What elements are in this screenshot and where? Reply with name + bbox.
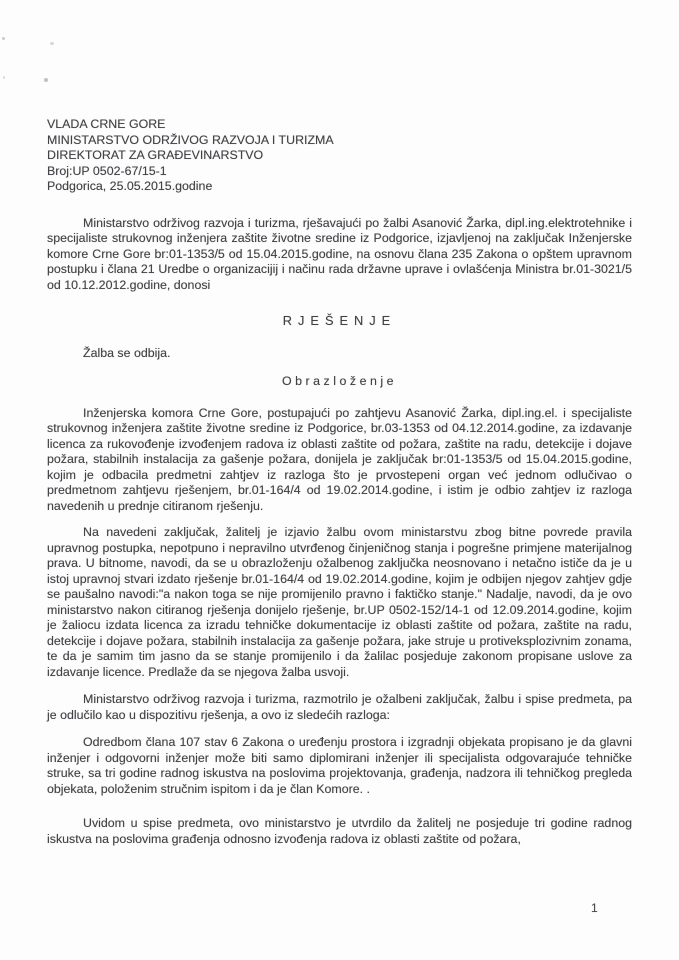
page-number: 1 (591, 901, 598, 915)
rationale-paragraph-2: Na navedeni zaključak, žalitelj je izjavio žalbu ovom ministarstvu zbog bitne povrede pravila upravnog postupka, nepotpuno i nepravilno utvrđenog činjeničnog stanja i pogrešne primjene materijalnog prava. U bitnome, navodi, da se u obrazloženju ožalbenog zaključka neosnovano i netačno ističe da je u istoj upravnoj stvari izdato rješenje br.01-164/4 od 19.02.2014.godine, kojim je odbijen njegov zahtjev gdje se paušalno navodi:"a nakon toga se nije promijenilo pravno i faktičko stanje." Nadalje, navodi, da je ovo ministarstvo nakon citiranog rješenja donijelo rješenje, br.UP 0502-152/14-1 od 12.09.2014.godine, kojim je žaliocu izdata licenca za izradu tehničke dokumentacije iz oblasti zaštite od požara, zaštite na radu, detekcije i dojave požara, stabilnih instalacija za gašenje požara, jake struje u protiveksplozivnim zonama, te da je samim tim jasno da se stanje promijenilo i da žalilac posjeduje zakonom propisane uslove za izdavanje licence. Predlaže da se njegova žalba usvoji. (47, 525, 632, 679)
rationale-heading: Obrazloženje (281, 373, 397, 388)
rationale-paragraph-4: Odredbom člana 107 stav 6 Zakona o uređenju prostora i izgradnji objekata propisano je da glavni inženjer i odgovorni inženjer može biti samo diplomirani inženjer ili specijalista odgovarajuće tehničke struke, sa tri godine radnog iskustva na poslovima projektovanja, građenja, nadzora ili tehničkog pregleda objekata, položenim stručnim ispitom i da je član Komore. . (47, 735, 632, 796)
rationale-paragraph-5: Uvidom u spise predmeta, ovo ministarstvo je utvrdilo da žalitelj ne posjeduje tri godine radnog iskustva na poslovima građenja odnosno izvođenja radova iz oblasti zaštite od požara, (47, 816, 632, 846)
decision-text: Žalba se odbija. (83, 346, 171, 360)
letterhead-government: VLADA CRNE GORE (47, 117, 166, 131)
place-date: Podgorica, 25.05.2015.godine (47, 179, 213, 193)
decision-heading: RJEŠENJE (282, 313, 397, 328)
reference-number: Broj:UP 0502-67/15-1 (47, 163, 167, 178)
letterhead (47, 117, 632, 195)
letterhead-directorate: DIREKTORAT ZA GRAĐEVINARSTVO (47, 148, 264, 162)
rationale-paragraph-3: Ministarstvo održivog razvoja i turizma, razmotrilo je ožalbeni zaključak, žalbu i spise predmeta, pa je odlučilo kao u dispozitivu rješenja, a ovo iz sledećih razloga: (47, 692, 632, 722)
intro-paragraph: Ministarstvo održivog razvoja i turizma, rješavajući po žalbi Asanović Žarka, dipl.ing.elektrotehnike i specijaliste strukovnog inženjera zaštite životne sredine iz Podgorice, izjavljenoj na zaključak Inženjerske komore Crne Gore br:01-1353/5 od 15.04.2015.godine, na osnovu člana 235 Zakona o opštem upravnom postupku i člana 21 Uredbe o organizacijij i načinu rada državne uprave i ovlašćenja Ministra br.01-3021/5 od 10.12.2012.godine, donosi (47, 215, 632, 292)
rationale-paragraph-1: Inženjerska komora Crne Gore, postupajući po zahtjevu Asanović Žarka, dipl.ing.el. i specijaliste strukovnog inženjera zaštite životne sredine iz Podgorice, br.03-1353 od 04.12.2014.godine, za izdavanje licenca za rukovođenje izvođenjem radova iz oblasti zaštite od požara, zaštite na radu, detekcije i dojave požara, stabilnih instalacija za gašenje požara, donijela je zaključak br:01-1353/5 od 15.04.2015.godine, kojim je odbacila predmetni zahtjev iz razloga što je prvostepeni organ već jednom odlučivao o predmetnom zahtjevu rješenjem, br.01-164/4 od 19.02.2014.godine, i istim je odbio zahtjev iz razloga navedenih u prednje citiranom rješenju. (47, 405, 632, 513)
letterhead-ministry: MINISTARSTVO ODRŽIVOG RAZVOJA I TURIZMA (47, 132, 334, 147)
